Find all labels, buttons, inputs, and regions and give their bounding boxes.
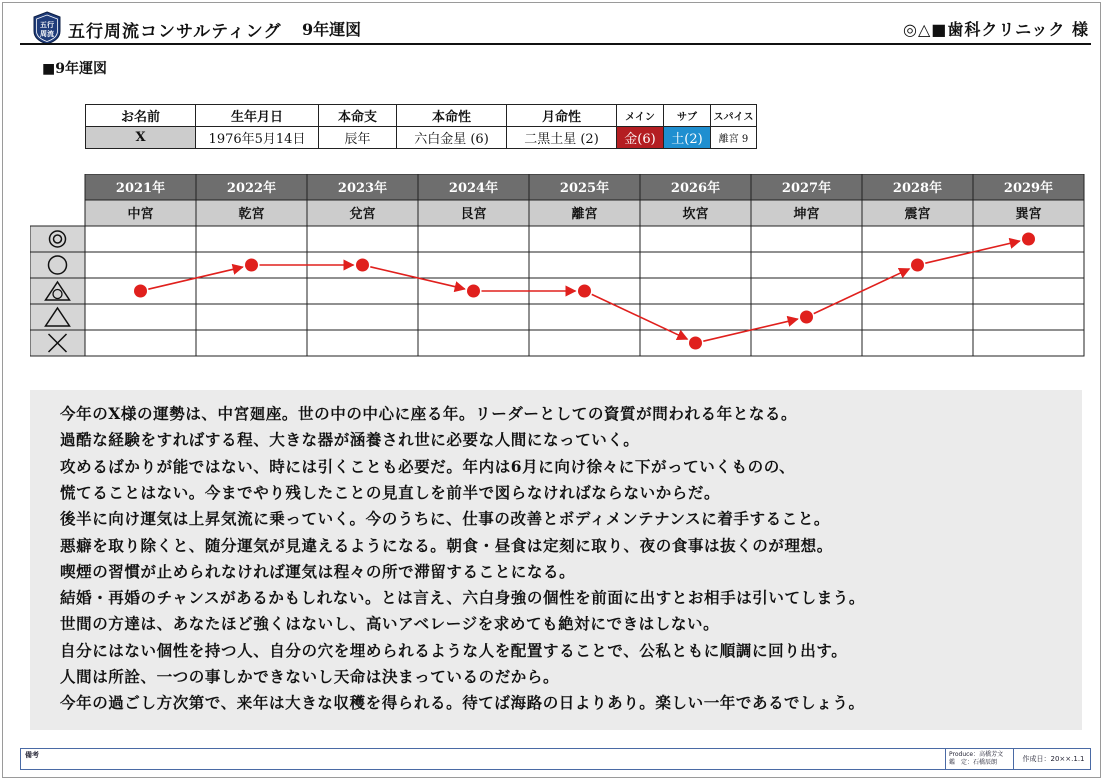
- grid-cell: [751, 330, 862, 356]
- value-getsumeisei: 二黒土星 (2): [507, 127, 617, 149]
- value-spice: 離宮 9: [711, 127, 757, 149]
- palace-label: 震宮: [904, 207, 931, 222]
- fortune-point: [578, 285, 591, 298]
- year-label: 2027年: [781, 181, 832, 196]
- grid-cell: [973, 330, 1084, 356]
- grid-cell: [973, 304, 1084, 330]
- commentary-line: 後半に向け運気は上昇気流に乗っていく。今のうちに、仕事の改善とボディメンテナンスに着手すること。: [60, 509, 831, 529]
- grid-cell: [973, 252, 1084, 278]
- header-honmeishi: 本命支: [319, 105, 397, 127]
- profile-table: [85, 104, 757, 149]
- page-footer: [20, 748, 1091, 770]
- grid-cell: [418, 252, 529, 278]
- header-divider: [20, 43, 1091, 45]
- value-honmeishi: 辰年: [319, 127, 397, 149]
- grid-cell: [307, 278, 418, 304]
- fortune-point: [134, 285, 147, 298]
- level-symbol-cell: [30, 226, 85, 252]
- grid-cell: [529, 330, 640, 356]
- grid-cell: [418, 304, 529, 330]
- year-label: 2024年: [448, 181, 499, 196]
- year-label: 2026年: [670, 181, 721, 196]
- logo-text-line2: 周流: [40, 29, 54, 38]
- grid-cell: [307, 304, 418, 330]
- fortune-commentary: [30, 390, 1082, 730]
- year-label: 2029年: [1003, 181, 1054, 196]
- header-name: お名前: [86, 105, 196, 127]
- header-getsumeisei: 月命性: [507, 105, 617, 127]
- document-title: 9年運図: [302, 20, 362, 39]
- company-logo-icon: [32, 11, 62, 45]
- grid-cell: [529, 252, 640, 278]
- grid-cell: [862, 278, 973, 304]
- year-label: 2025年: [559, 181, 610, 196]
- grid-cell: [418, 226, 529, 252]
- grid-cell: [973, 278, 1084, 304]
- year-label: 2028年: [892, 181, 943, 196]
- grid-cell: [751, 226, 862, 252]
- palace-label: 乾宮: [238, 207, 265, 222]
- fortune-chart-svg: [30, 174, 1085, 360]
- value-honmeisei: 六白金星 (6): [397, 127, 507, 149]
- appraiser-line: 鑑 定：石橋辰朗: [949, 759, 998, 766]
- grid-cell: [85, 226, 196, 252]
- commentary-line: 自分にはない個性を持つ人、自分の穴を埋められるような人を配置することで、公私ともに順調に回り出す。: [60, 640, 848, 660]
- grid-cell: [307, 330, 418, 356]
- palace-label: 艮宮: [460, 207, 487, 222]
- client-name: ◎△■歯科クリニック 様: [903, 20, 1089, 39]
- grid-cell: [307, 226, 418, 252]
- remarks-label: 備考: [25, 751, 39, 759]
- logo-text-line1: 五行: [40, 20, 54, 29]
- commentary-line: 結婚・再婚のチャンスがあるかもしれない。とは言え、六白身強の個性を前面に出すとお相手は引いてしまう。: [60, 588, 866, 608]
- grid-cell: [196, 278, 307, 304]
- palace-label: 巽宮: [1015, 207, 1042, 222]
- header-honmeisei: 本命性: [397, 105, 507, 127]
- year-label: 2023年: [337, 181, 388, 196]
- grid-cell: [85, 304, 196, 330]
- value-main-badge: 金(6): [617, 127, 664, 149]
- profile-header-row: [86, 105, 757, 127]
- fortune-point: [689, 337, 702, 350]
- nine-year-fortune-chart: [30, 174, 1085, 364]
- grid-cell: [196, 330, 307, 356]
- grid-cell: [862, 304, 973, 330]
- grid-cell: [862, 330, 973, 356]
- palace-label: 離宮: [571, 207, 598, 222]
- commentary-line: 人間は所詮、一つの事しかできないし天命は決まっているのだから。: [60, 667, 560, 686]
- profile-value-row: [86, 127, 757, 149]
- commentary-line: 喫煙の習慣が止められなければ運気は程々の所で滞留することになる。: [60, 561, 576, 581]
- header-spice: スパイス: [711, 105, 757, 127]
- grid-cell: [862, 226, 973, 252]
- palace-label: 坎宮: [682, 207, 709, 222]
- header-birthdate: 生年月日: [196, 105, 319, 127]
- value-name: X: [86, 127, 196, 149]
- grid-cell: [529, 226, 640, 252]
- commentary-line: 慌てることはない。今までやり残したことの見直しを前半で図らなければならないからだ。: [60, 482, 721, 502]
- palace-label: 中宮: [127, 207, 154, 222]
- grid-cell: [85, 252, 196, 278]
- page-header: [20, 8, 1091, 46]
- grid-cell: [640, 304, 751, 330]
- fortune-point: [245, 259, 258, 272]
- commentary-line: 過酷な経験をすればする程、大きな器が涵養され世に必要な人間になっていく。: [60, 430, 640, 450]
- value-sub-badge: 土(2): [664, 127, 711, 149]
- fortune-point: [1022, 233, 1035, 246]
- year-label: 2021年: [115, 181, 166, 196]
- commentary-line: 今年の過ごし方次第で、来年は大きな収穫を得られる。待てば海路の日よりあり。楽しい一年であるでしょう。: [60, 693, 865, 713]
- grid-cell: [418, 330, 529, 356]
- header-sub: サブ: [664, 105, 711, 127]
- grid-cell: [196, 226, 307, 252]
- commentary-line: 悪癖を取り除くと、随分運気が見違えるようになる。朝食・昼食は定刻に取り、夜の食事は抜くのが理想。: [60, 535, 833, 555]
- fortune-point: [911, 259, 924, 272]
- year-label: 2022年: [226, 181, 277, 196]
- commentary-line: 攻めるばかりが能ではない、時には引くことも必要だ。年内は6月に向け徐々に下がっていくものの、: [60, 456, 796, 476]
- grid-cell: [640, 278, 751, 304]
- value-birthdate: 1976年5月14日: [196, 127, 319, 149]
- palace-label: 兌宮: [349, 207, 376, 222]
- grid-cell: [751, 252, 862, 278]
- grid-cell: [640, 226, 751, 252]
- section-title: ■9年運図: [42, 61, 107, 77]
- grid-cell: [640, 252, 751, 278]
- fortune-point: [800, 311, 813, 324]
- commentary-line: 今年のX様の運勢は、中宮廻座。世の中の中心に座る年。リーダーとしての資質が問われる年となる。: [60, 404, 798, 423]
- grid-cell: [196, 304, 307, 330]
- producer-line: Produce：高橋芳文: [949, 751, 1004, 758]
- grid-cell: [529, 304, 640, 330]
- grid-cell: [85, 330, 196, 356]
- fortune-point: [467, 285, 480, 298]
- company-name: 五行周流コンサルティング: [68, 22, 282, 42]
- commentary-line: 世間の方達は、あなたほど強くはないし、高いアベレージを求めても絶対にできはしない。: [60, 614, 720, 634]
- created-date: 作成日：20××.1.1: [1013, 749, 1093, 769]
- fortune-point: [356, 259, 369, 272]
- palace-label: 坤宮: [793, 207, 820, 222]
- grid-cell: [751, 278, 862, 304]
- header-main: メイン: [617, 105, 664, 127]
